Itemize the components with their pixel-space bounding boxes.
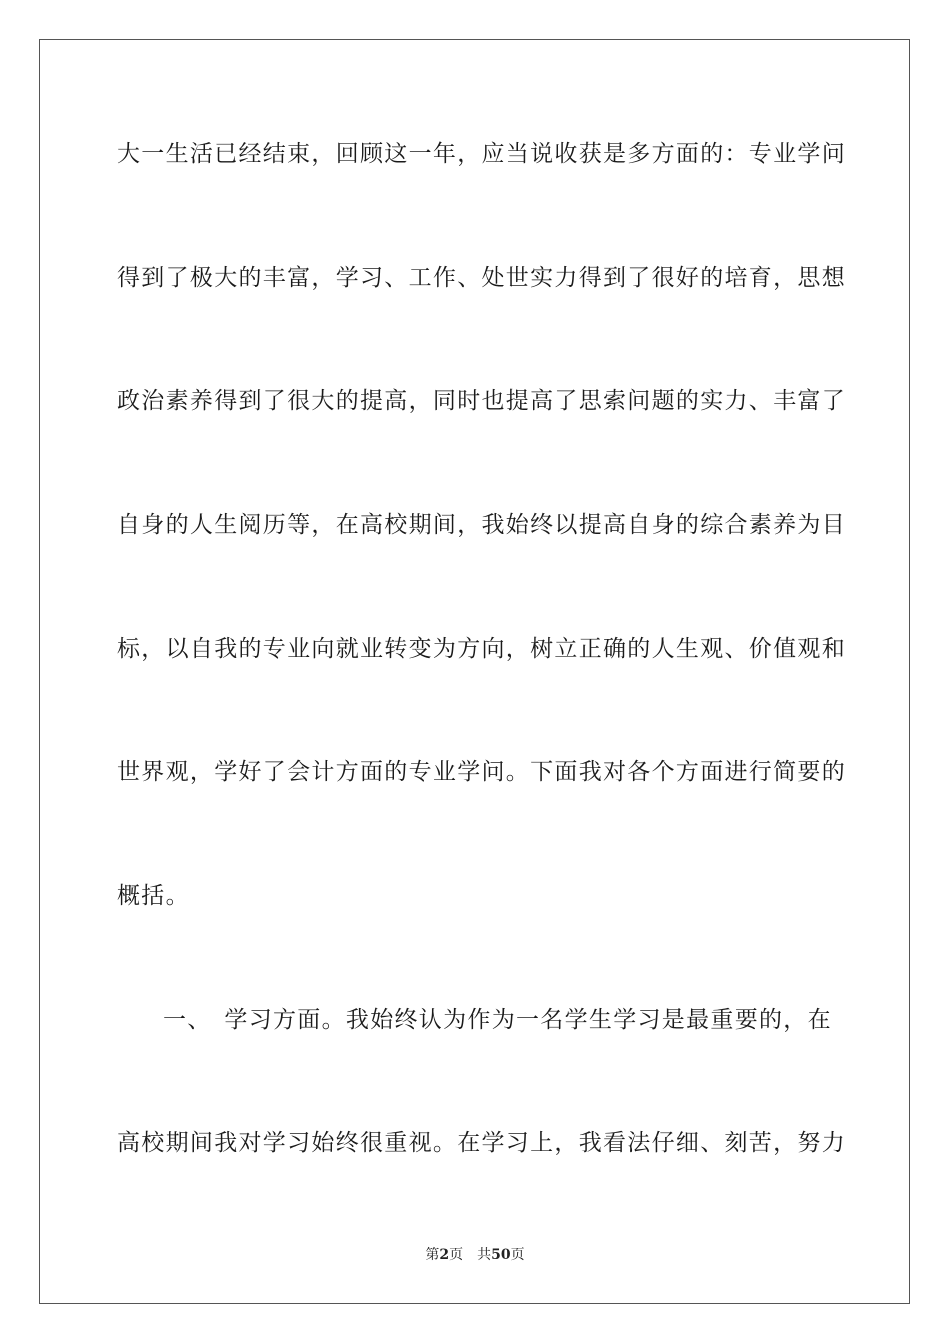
page-border [39, 39, 910, 1304]
total-suffix: 页 [510, 1247, 525, 1263]
body-text-line: 概括。 [117, 883, 190, 909]
body-text-line: 高校期间我对学习始终很重视。在学习上，我看法仔细、刻苦，努力 [117, 1130, 846, 1156]
body-text-line: 自身的人生阅历等，在高校期间，我始终以提高自身的综合素养为目 [117, 512, 846, 538]
body-text-line: 得到了极大的丰富，学习、工作、处世实力得到了很好的培育，思想 [117, 265, 846, 291]
body-text-line: 世界观，学好了会计方面的专业学问。下面我对各个方面进行简要的 [117, 759, 846, 785]
page-suffix: 页 [449, 1247, 464, 1263]
page-number: 2 [439, 1247, 450, 1263]
total-pages: 50 [491, 1247, 511, 1263]
section-heading-line: 一、 学习方面。我始终认为作为一名学生学习是最重要的，在 [163, 1007, 832, 1033]
body-text-line: 标，以自我的专业向就业转变为方向，树立正确的人生观、价值观和 [117, 636, 846, 662]
body-text-line: 大一生活已经结束，回顾这一年，应当说收获是多方面的：专业学问 [117, 141, 846, 167]
page-footer [0, 1246, 950, 1264]
total-prefix: 共 [477, 1247, 492, 1263]
body-text-line: 政治素养得到了很大的提高，同时也提高了思索问题的实力、丰富了 [117, 388, 846, 414]
page-prefix: 第 [425, 1247, 440, 1263]
